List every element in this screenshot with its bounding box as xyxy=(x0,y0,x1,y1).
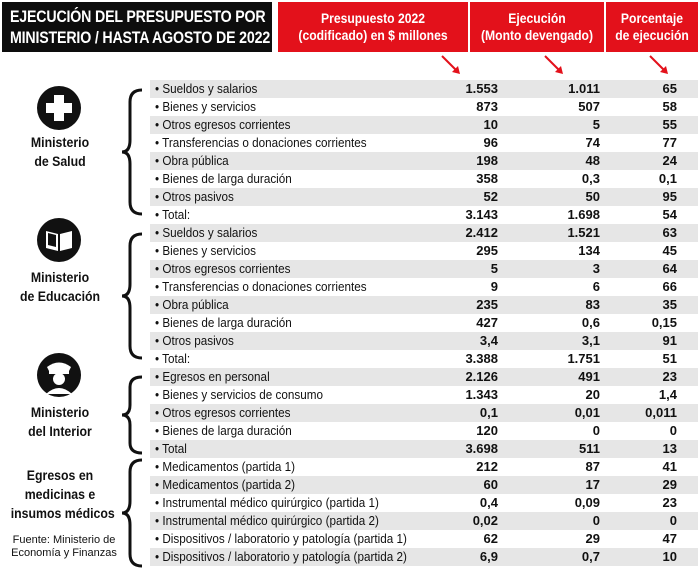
ministry-interior-line2: del Interior xyxy=(28,423,92,439)
ministry-salud-label xyxy=(4,133,116,171)
row-executed-value: 0 xyxy=(592,423,600,438)
table-row xyxy=(150,530,698,548)
row-percent-value: 63 xyxy=(662,225,677,240)
row-percent-value: 23 xyxy=(662,495,677,510)
row-executed-value: 0,09 xyxy=(574,495,600,510)
title-line-2: MINISTERIO / HASTA AGOSTO DE 2022 xyxy=(10,29,271,47)
table-row xyxy=(150,476,698,494)
row-executed-value: 74 xyxy=(585,135,600,150)
table-row xyxy=(150,314,698,332)
medicines-group-line2: medicinas e xyxy=(24,486,96,502)
row-label: • Total: xyxy=(155,351,191,366)
row-label: • Sueldos y salarios xyxy=(155,81,258,96)
ministry-educacion-line1: Ministerio xyxy=(30,269,90,285)
row-executed-value: 0,3 xyxy=(581,171,600,186)
ministry-salud-line2: de Salud xyxy=(34,153,86,169)
row-percent-value: 66 xyxy=(662,279,677,294)
row-percent-value: 1,4 xyxy=(658,387,677,402)
row-percent-value: 64 xyxy=(662,261,677,276)
row-percent-value: 24 xyxy=(662,153,677,168)
row-budget-value: 120 xyxy=(476,423,498,438)
row-label: • Bienes y servicios xyxy=(155,99,256,114)
row-label: • Total xyxy=(155,441,187,456)
row-executed-value: 87 xyxy=(585,459,600,474)
row-percent-value: 13 xyxy=(662,441,677,456)
row-executed-value: 1.011 xyxy=(568,81,600,96)
row-budget-value: 295 xyxy=(476,243,498,258)
row-percent-value: 29 xyxy=(662,477,677,492)
row-label: • Transferencias o donaciones corrientes xyxy=(155,279,367,294)
row-label: • Bienes y servicios de consumo xyxy=(155,387,323,402)
row-budget-value: 873 xyxy=(476,99,498,114)
table-row xyxy=(150,386,698,404)
row-executed-value: 3,1 xyxy=(581,333,600,348)
row-percent-value: 0,15 xyxy=(651,315,677,330)
row-budget-value: 6,9 xyxy=(479,549,498,564)
title-line-1: EJECUCIÓN DEL PRESUPUESTO POR xyxy=(10,8,266,26)
table-row xyxy=(150,242,698,260)
row-label: • Instrumental médico quirúrgico (partida 1) xyxy=(155,495,379,510)
row-label: • Transferencias o donaciones corrientes xyxy=(155,135,367,150)
table-row xyxy=(150,116,698,134)
column-header-budget-line1: Presupuesto 2022 xyxy=(320,11,426,26)
row-label: • Otros egresos corrientes xyxy=(155,117,291,132)
row-budget-value: 60 xyxy=(483,477,498,492)
row-budget-value: 3,4 xyxy=(479,333,498,348)
row-label: • Otros pasivos xyxy=(155,333,234,348)
row-percent-value: 51 xyxy=(662,351,677,366)
column-header-percent-line2: de ejecución xyxy=(615,28,689,43)
table-row xyxy=(150,80,698,98)
brace-interior xyxy=(118,375,148,455)
row-percent-value: 65 xyxy=(662,81,677,96)
police-officer-icon xyxy=(36,352,82,398)
source-line1: Fuente: Ministerio de xyxy=(12,534,116,546)
table-row xyxy=(150,404,698,422)
row-label: • Medicamentos (partida 2) xyxy=(155,477,296,492)
row-percent-value: 91 xyxy=(662,333,677,348)
row-percent-value: 0,1 xyxy=(658,171,677,186)
row-label: • Bienes y servicios xyxy=(155,243,256,258)
table-row xyxy=(150,224,698,242)
row-executed-value: 20 xyxy=(585,387,600,402)
row-label: • Otros egresos corrientes xyxy=(155,261,291,276)
row-label: • Obra pública xyxy=(155,297,229,312)
row-budget-value: 0,1 xyxy=(479,405,498,420)
column-header-executed xyxy=(470,2,604,52)
row-budget-value: 235 xyxy=(476,297,498,312)
row-label: • Otros egresos corrientes xyxy=(155,405,291,420)
row-executed-value: 0 xyxy=(592,513,600,528)
row-executed-value: 83 xyxy=(585,297,600,312)
row-budget-value: 0,4 xyxy=(479,495,498,510)
row-label: • Bienes de larga duración xyxy=(155,423,292,438)
medicines-group-label xyxy=(4,466,116,523)
row-budget-value: 1.343 xyxy=(465,387,498,402)
table-row xyxy=(150,206,698,224)
ministry-educacion-line2: de Educación xyxy=(19,288,101,304)
row-percent-value: 0 xyxy=(669,513,677,528)
row-label: • Dispositivos / laboratorio y patología (partida 1) xyxy=(155,531,407,546)
table-row xyxy=(150,422,698,440)
row-executed-value: 0,7 xyxy=(581,549,600,564)
table-row xyxy=(150,440,698,458)
column-header-executed-line2: (Monto devengado) xyxy=(480,28,594,43)
row-budget-value: 3.143 xyxy=(465,207,498,222)
arrow-down-right-icon xyxy=(543,54,567,78)
row-percent-value: 77 xyxy=(662,135,677,150)
ministry-salud-line1: Ministerio xyxy=(30,134,90,150)
row-percent-value: 35 xyxy=(662,297,677,312)
row-executed-value: 48 xyxy=(585,153,600,168)
column-header-budget-line2: (codificado) en $ millones xyxy=(298,28,448,43)
row-budget-value: 212 xyxy=(476,459,498,474)
page-title xyxy=(2,2,272,52)
row-percent-value: 41 xyxy=(662,459,677,474)
table-row xyxy=(150,494,698,512)
row-percent-value: 47 xyxy=(662,531,677,546)
book-icon xyxy=(36,217,82,263)
source-note xyxy=(4,534,124,560)
row-budget-value: 1.553 xyxy=(465,81,498,96)
row-label: • Bienes de larga duración xyxy=(155,315,292,330)
row-executed-value: 0,01 xyxy=(574,405,600,420)
row-percent-value: 10 xyxy=(662,549,677,564)
table-row xyxy=(150,296,698,314)
brace-salud xyxy=(118,88,148,216)
row-label: • Total: xyxy=(155,207,191,222)
table-row xyxy=(150,260,698,278)
column-header-executed-line1: Ejecución xyxy=(508,11,566,26)
row-executed-value: 5 xyxy=(592,117,600,132)
source-line2: Economía y Finanzas xyxy=(11,547,117,559)
row-executed-value: 1.698 xyxy=(567,207,600,222)
row-percent-value: 23 xyxy=(662,369,677,384)
table-row xyxy=(150,350,698,368)
budget-table xyxy=(150,80,698,566)
row-budget-value: 10 xyxy=(483,117,498,132)
table-row xyxy=(150,368,698,386)
row-executed-value: 29 xyxy=(585,531,600,546)
row-budget-value: 9 xyxy=(490,279,498,294)
row-budget-value: 3.698 xyxy=(465,441,498,456)
medicines-group-line3: insumos médicos xyxy=(10,505,115,521)
row-executed-value: 50 xyxy=(585,189,600,204)
row-budget-value: 62 xyxy=(483,531,498,546)
row-executed-value: 17 xyxy=(585,477,600,492)
row-percent-value: 45 xyxy=(662,243,677,258)
row-percent-value: 54 xyxy=(662,207,677,222)
row-label: • Dispositivos / laboratorio y patología (partida 2) xyxy=(155,549,407,564)
ministry-educacion-label xyxy=(4,268,116,306)
medical-cross-icon xyxy=(36,85,82,131)
medicines-group-line1: Egresos en xyxy=(26,467,94,483)
row-executed-value: 511 xyxy=(579,441,600,456)
brace-educacion xyxy=(118,232,148,360)
row-label: • Otros pasivos xyxy=(155,189,234,204)
arrow-down-right-icon xyxy=(648,54,672,78)
row-executed-value: 0,6 xyxy=(581,315,600,330)
table-row xyxy=(150,548,698,566)
row-executed-value: 134 xyxy=(578,243,600,258)
table-row xyxy=(150,512,698,530)
row-label: • Bienes de larga duración xyxy=(155,171,292,186)
row-label: • Medicamentos (partida 1) xyxy=(155,459,296,474)
arrow-down-right-icon xyxy=(440,54,464,78)
row-executed-value: 507 xyxy=(578,99,600,114)
row-budget-value: 0,02 xyxy=(472,513,498,528)
row-label: • Instrumental médico quirúrgico (partida 2) xyxy=(155,513,379,528)
ministry-interior-label xyxy=(4,403,116,441)
column-header-percent-line1: Porcentaje xyxy=(620,11,684,26)
row-label: • Obra pública xyxy=(155,153,229,168)
table-row xyxy=(150,188,698,206)
row-budget-value: 52 xyxy=(483,189,498,204)
row-executed-value: 3 xyxy=(592,261,600,276)
table-row xyxy=(150,98,698,116)
row-executed-value: 6 xyxy=(592,279,600,294)
row-executed-value: 1.521 xyxy=(567,225,600,240)
column-header-percent xyxy=(606,2,698,52)
row-percent-value: 0,011 xyxy=(645,405,677,420)
table-row xyxy=(150,170,698,188)
row-budget-value: 3.388 xyxy=(465,351,498,366)
table-row xyxy=(150,332,698,350)
row-budget-value: 5 xyxy=(490,261,498,276)
row-budget-value: 358 xyxy=(476,171,498,186)
row-percent-value: 58 xyxy=(662,99,677,114)
row-budget-value: 96 xyxy=(483,135,498,150)
row-executed-value: 1.751 xyxy=(567,351,600,366)
table-row xyxy=(150,458,698,476)
column-header-budget xyxy=(278,2,468,52)
ministry-interior-line1: Ministerio xyxy=(30,404,90,420)
row-label: • Sueldos y salarios xyxy=(155,225,258,240)
row-percent-value: 0 xyxy=(669,423,677,438)
row-budget-value: 2.126 xyxy=(465,369,498,384)
row-budget-value: 427 xyxy=(476,315,498,330)
row-percent-value: 55 xyxy=(662,117,677,132)
table-row xyxy=(150,278,698,296)
row-percent-value: 95 xyxy=(662,189,677,204)
row-label: • Egresos en personal xyxy=(155,369,270,384)
row-budget-value: 2.412 xyxy=(465,225,498,240)
table-row xyxy=(150,152,698,170)
table-row xyxy=(150,134,698,152)
row-budget-value: 198 xyxy=(476,153,498,168)
row-executed-value: 491 xyxy=(578,369,600,384)
